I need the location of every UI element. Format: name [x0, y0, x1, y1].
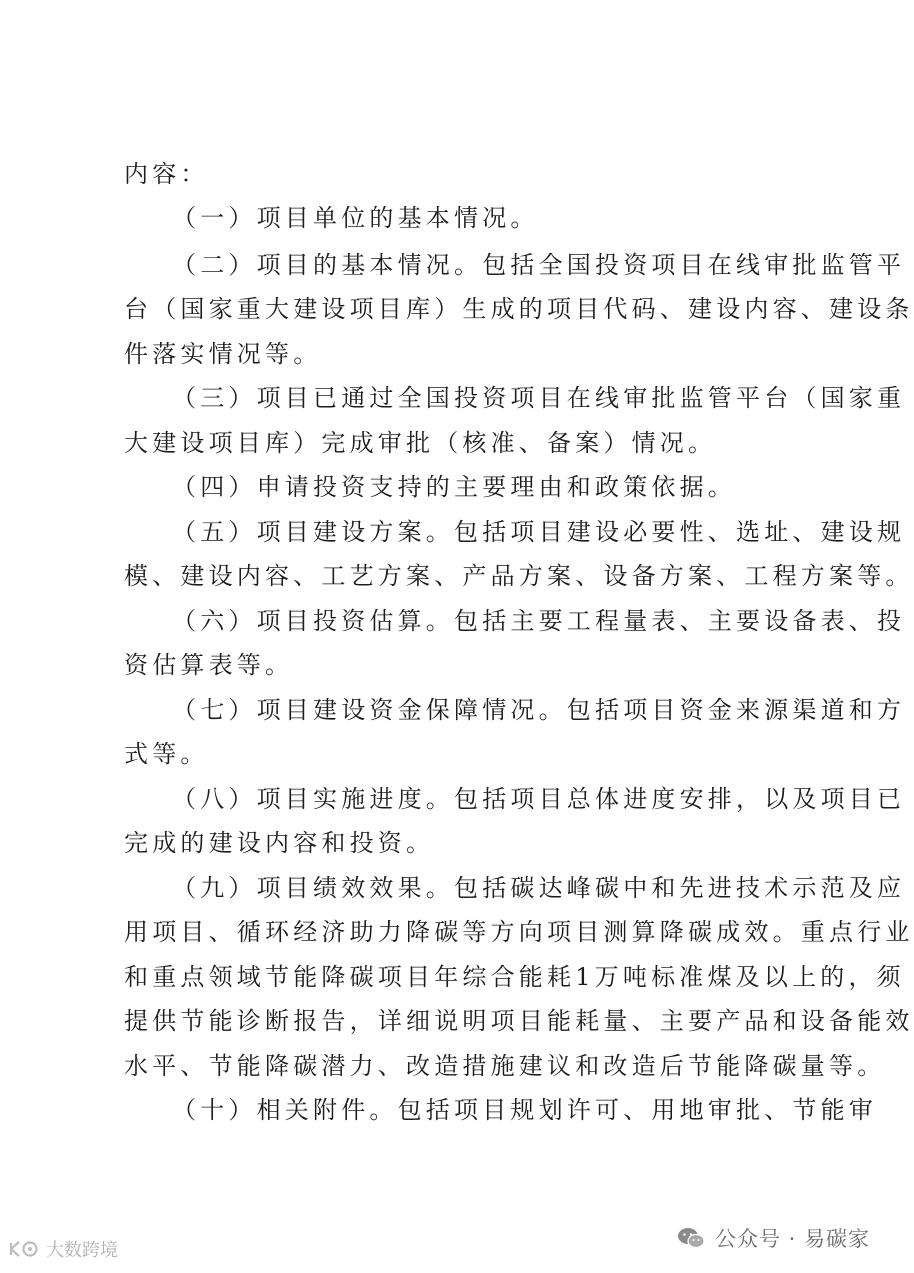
text-line-3: 台（国家重大建设项目库）生成的项目代码、建设内容、建设条	[124, 295, 914, 323]
text-line-21: （十）相关附件。包括项目规划许可、用地审批、节能审	[172, 1096, 877, 1124]
source-watermark	[677, 1223, 870, 1253]
wechat-icon	[677, 1226, 705, 1250]
text-line-4: 件落实情况等。	[124, 340, 322, 368]
text-line-10: （六）项目投资估算。包括主要工程量表、主要设备表、投	[172, 607, 906, 635]
text-line-1: （一）项目单位的基本情况。	[172, 204, 539, 232]
text-line-0: 内容：	[124, 160, 209, 188]
text-line-14: （八）项目实施进度。包括项目总体进度安排，以及项目已	[172, 785, 906, 813]
text-line-18: 和重点领域节能降碳项目年综合能耗1万吨标准煤及以上的，须	[124, 963, 905, 991]
text-line-16: （九）项目绩效效果。包括碳达峰碳中和先进技术示范及应	[172, 874, 906, 902]
text-line-7: （四）申请投资支持的主要理由和政策依据。	[172, 473, 736, 501]
text-line-15: 完成的建设内容和投资。	[124, 829, 435, 857]
text-line-20: 水平、节能降碳潜力、改造措施建议和改造后节能降碳量等。	[124, 1052, 886, 1080]
logo-icon	[8, 1239, 42, 1259]
text-line-8: （五）项目建设方案。包括项目建设必要性、选址、建设规	[172, 518, 906, 546]
text-line-13: 式等。	[124, 740, 209, 768]
text-line-12: （七）项目建设资金保障情况。包括项目资金来源渠道和方	[172, 696, 906, 724]
text-line-9: 模、建设内容、工艺方案、产品方案、设备方案、工程方案等。	[124, 562, 914, 590]
text-line-19: 提供节能诊断报告，详细说明项目能耗量、主要产品和设备能效	[124, 1007, 914, 1035]
text-line-6: 大建设项目库）完成审批（核准、备案）情况。	[124, 429, 717, 457]
corner-watermark	[8, 1237, 118, 1261]
text-line-2: （二）项目的基本情况。包括全国投资项目在线审批监管平	[172, 251, 906, 279]
text-line-17: 用项目、循环经济助力降碳等方向项目测算降碳成效。重点行业	[124, 918, 914, 946]
corner-watermark-text: 大数跨境	[46, 1240, 118, 1261]
text-line-5: （三）项目已通过全国投资项目在线审批监管平台（国家重	[172, 384, 906, 412]
text-line-11: 资估算表等。	[124, 651, 294, 679]
source-watermark-text: 公众号 · 易碳家	[714, 1227, 870, 1251]
